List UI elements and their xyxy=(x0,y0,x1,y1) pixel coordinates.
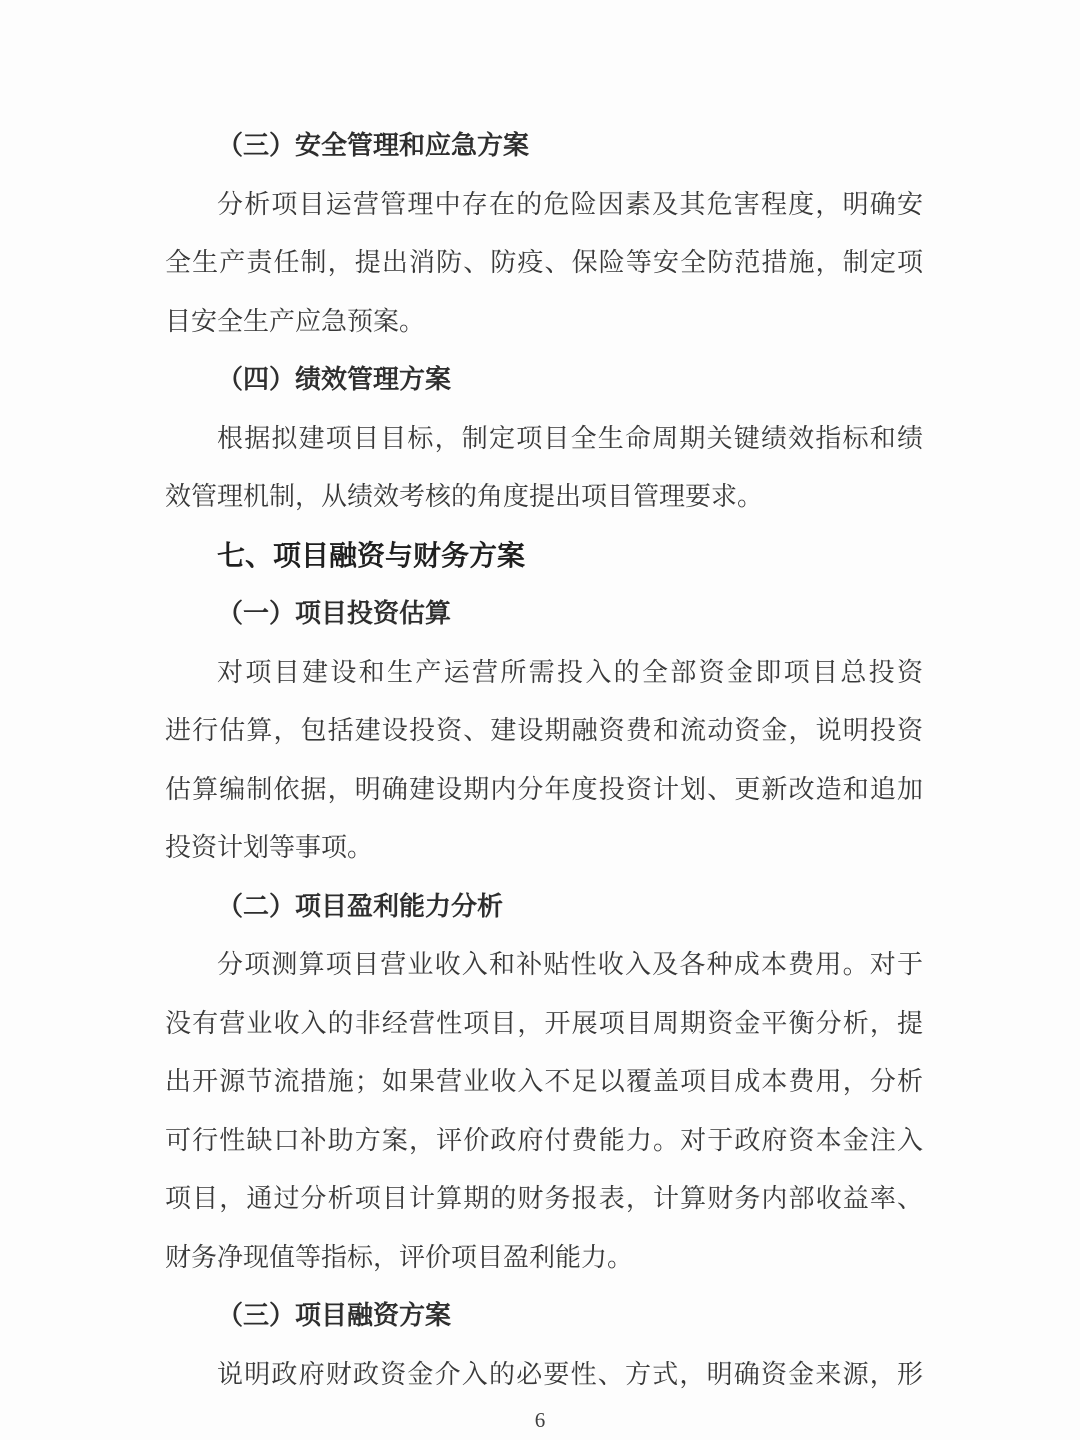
paragraph-line: 对项目建设和生产运营所需投入的全部资金即项目总投资 xyxy=(217,657,923,687)
paragraph-line: 效管理机制，从绩效考核的角度提出项目管理要求。 xyxy=(165,482,764,511)
chapter-heading: 七、项目融资与财务方案 xyxy=(217,539,526,571)
paragraph-line: 出开源节流措施；如果营业收入不足以覆盖项目成本费用，分析 xyxy=(165,1067,923,1096)
paragraph-line: 可行性缺口补助方案，评价政府付费能力。对于政府资本金注入 xyxy=(165,1125,923,1155)
section-heading: （一）项目投资估算 xyxy=(217,599,452,628)
section-heading: （四）绩效管理方案 xyxy=(217,365,452,394)
paragraph-line: 估算编制依据，明确建设期内分年度投资计划、更新改造和追加 xyxy=(165,774,923,804)
paragraph-line: 项目，通过分析项目计算期的财务报表，计算财务内部收益率、 xyxy=(165,1184,923,1213)
paragraph-line: 投资计划等事项。 xyxy=(165,833,374,862)
section-heading: （三）项目融资方案 xyxy=(217,1301,452,1330)
paragraph-line: 财务净现值等指标，评价项目盈利能力。 xyxy=(165,1242,634,1272)
paragraph-line: 根据拟建项目目标，制定项目全生命周期关键绩效指标和绩 xyxy=(217,423,923,453)
paragraph-line: 没有营业收入的非经营性项目，开展项目周期资金平衡分析，提 xyxy=(165,1008,923,1038)
paragraph-line: 目安全生产应急预案。 xyxy=(165,306,426,336)
paragraph-line: 全生产责任制，提出消防、防疫、保险等安全防范措施，制定项 xyxy=(165,248,923,277)
paragraph-line: 说明政府财政资金介入的必要性、方式，明确资金来源，形 xyxy=(217,1359,923,1389)
document-content xyxy=(165,117,923,1404)
section-heading: （二）项目盈利能力分析 xyxy=(217,891,504,921)
page-number: 6 xyxy=(534,1408,546,1432)
paragraph-line: 进行估算，包括建设投资、建设期融资费和流动资金，说明投资 xyxy=(165,716,923,745)
paragraph-line: 分项测算项目营业收入和补贴性收入及各种成本费用。对于 xyxy=(217,950,923,979)
section-heading: （三）安全管理和应急方案 xyxy=(217,131,530,160)
paragraph-line: 分析项目运营管理中存在的危险因素及其危害程度，明确安 xyxy=(217,189,923,219)
